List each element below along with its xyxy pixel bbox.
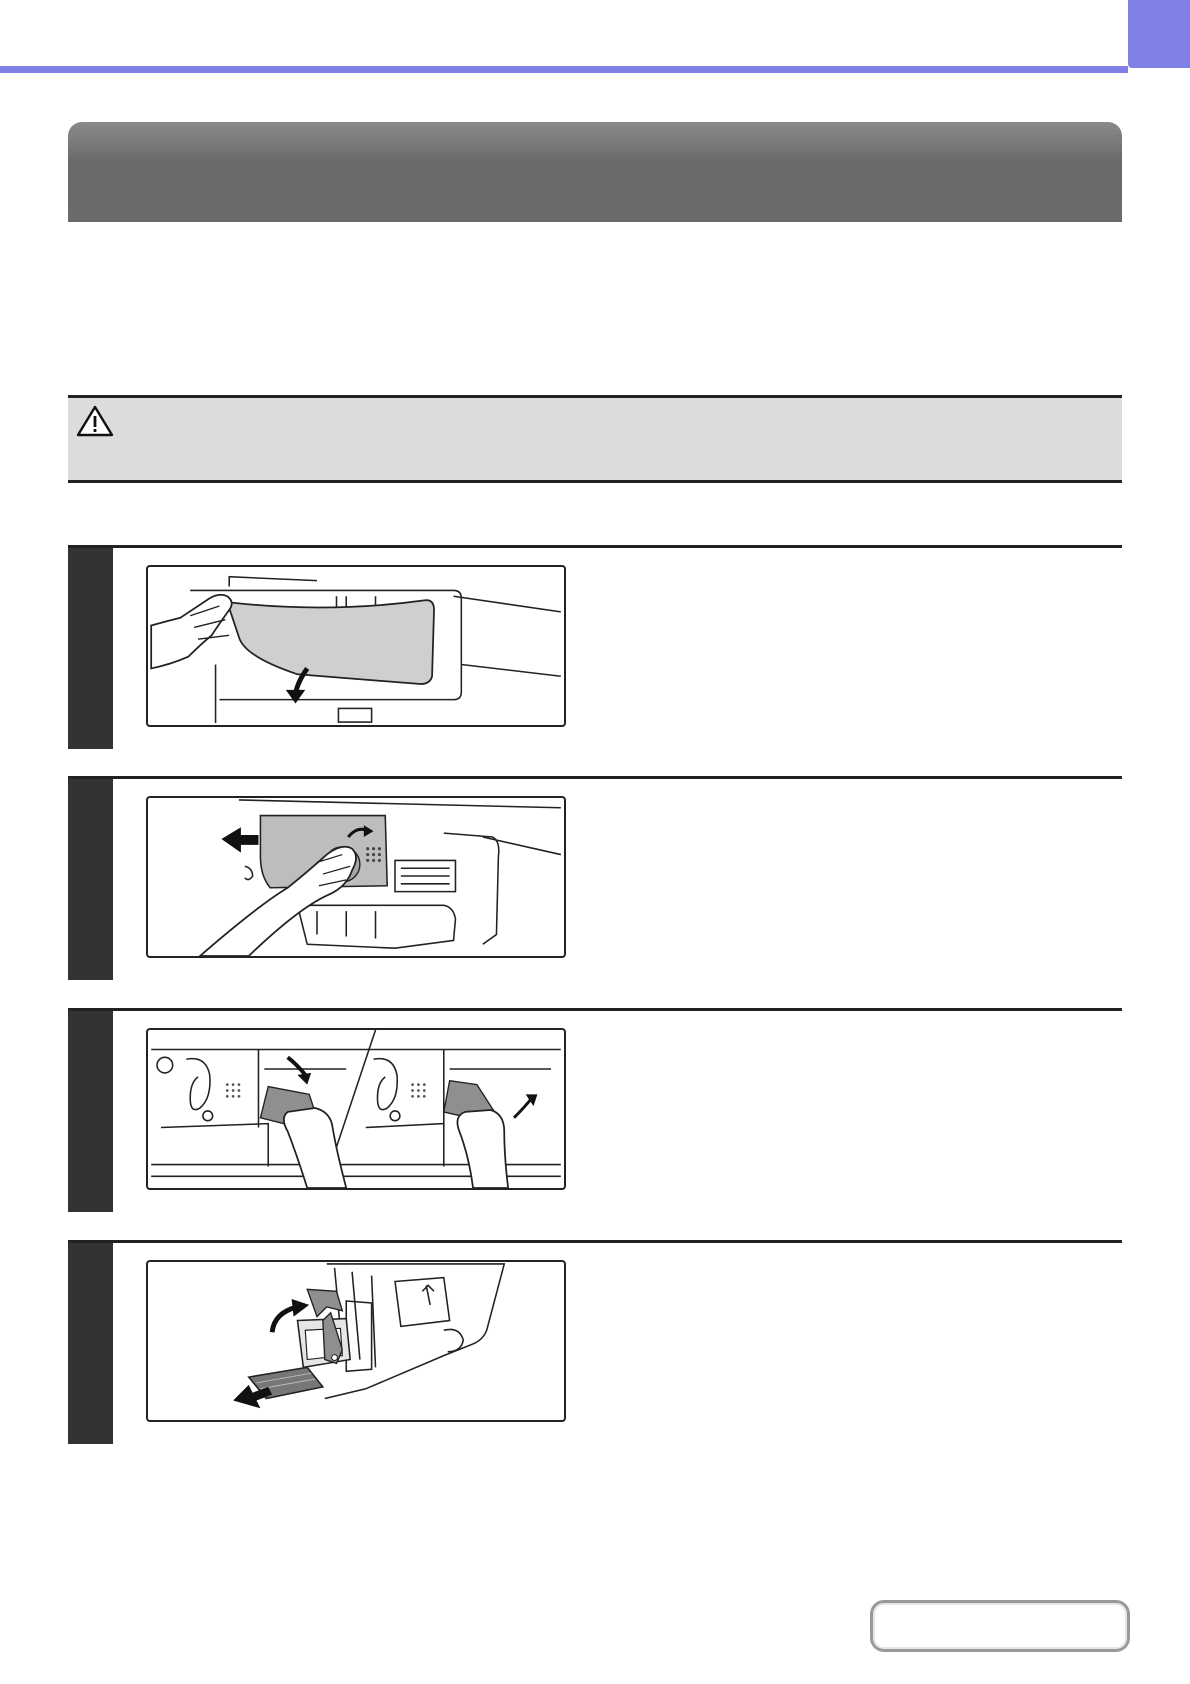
step-number-bar [68, 548, 113, 749]
step-4 [68, 1240, 1122, 1444]
header-rule [0, 66, 1128, 73]
warning-triangle-icon [76, 404, 114, 438]
step-1 [68, 545, 1122, 749]
step-3 [68, 1008, 1122, 1212]
hand-opening-front-cover-illustration [148, 567, 564, 725]
step-number-bar [68, 1011, 113, 1212]
header-tab[interactable] [1128, 0, 1190, 68]
step-1-figure [146, 565, 566, 727]
step-2 [68, 776, 1122, 980]
page-contents-button[interactable] [870, 1600, 1130, 1652]
hand-pulling-out-stapler-unit-illustration [148, 798, 564, 956]
step-3-figure [146, 1028, 566, 1190]
step-2-figure [146, 796, 566, 958]
step-number-bar [68, 779, 113, 980]
step-4-figure [146, 1260, 566, 1422]
step-number-bar [68, 1243, 113, 1444]
page-title-bar [68, 122, 1122, 222]
staple-cartridge-removal-illustration [148, 1262, 564, 1420]
warning-box [68, 395, 1122, 483]
hands-removing-staple-case-illustration [148, 1030, 564, 1188]
